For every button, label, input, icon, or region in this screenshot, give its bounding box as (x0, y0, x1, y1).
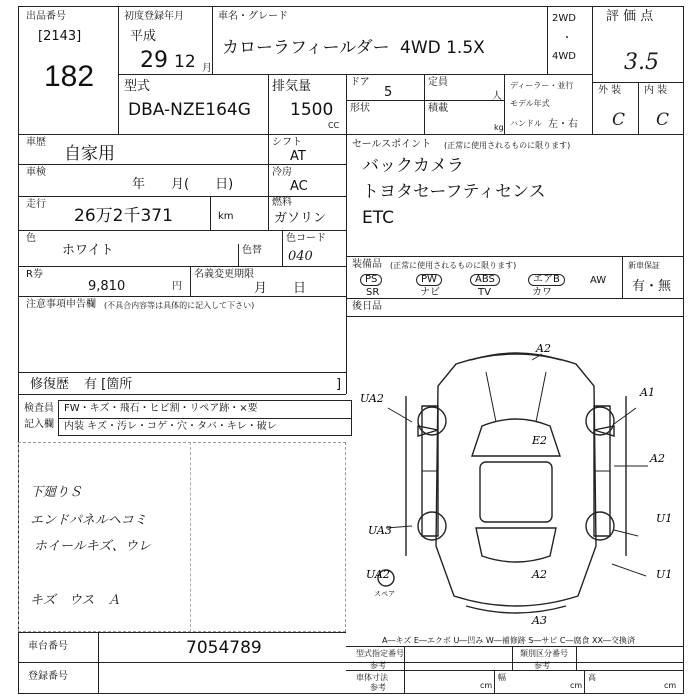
new-warranty-value: 有・無 (632, 279, 672, 294)
divider (212, 6, 213, 74)
divider (18, 230, 346, 231)
chassis-label: 車台番号 (28, 641, 68, 652)
divider (118, 74, 592, 75)
divider (18, 266, 346, 267)
divider (18, 164, 346, 165)
divider (18, 372, 346, 373)
shift: AT (290, 149, 306, 164)
height-label: 高 (588, 673, 596, 682)
inspect-label: 車検 (26, 167, 46, 178)
dealer-label: ディーラー・並行 (510, 81, 574, 90)
equipment-label: 装備品 (352, 259, 382, 270)
color: ホワイト (62, 243, 114, 258)
back-label: 後日品 (352, 301, 382, 312)
divider (238, 244, 239, 266)
equip-aw: AW (590, 275, 607, 286)
inspect-text: 年 月( 日) (132, 177, 234, 192)
displacement: 1500 (290, 100, 334, 120)
handle-value: 左・右 (548, 119, 578, 130)
rear-bumper (466, 606, 566, 613)
sales-item: トヨタセーフティセンス (362, 182, 546, 202)
divider (504, 74, 505, 134)
repair-value: 有 [箇所 (84, 377, 133, 392)
divider (268, 134, 269, 230)
color-label: 色 (26, 233, 36, 244)
type-number-sub: 参考 (370, 661, 386, 670)
class-number-label: 類別区分番号 (520, 649, 568, 658)
spare-label: スペア (374, 590, 395, 598)
disp-label: 排気量 (272, 79, 312, 94)
divider (18, 196, 346, 197)
car-outline (436, 354, 596, 606)
body-size-sub: 参考 (370, 683, 386, 692)
shift-label: シフト (272, 137, 302, 148)
fuel-label: 燃料 (272, 197, 292, 208)
divider (346, 256, 684, 257)
divider (346, 74, 347, 134)
divider (18, 394, 346, 395)
note-line: 下廻りＳ (30, 485, 83, 500)
report-label: 注意事項申告欄 (26, 299, 96, 310)
color-code-label: 色コード (286, 233, 326, 244)
lot-code: [2143] (38, 29, 82, 44)
sales-label: セールスポイント (352, 139, 432, 150)
divider (210, 196, 211, 230)
divider (98, 632, 99, 694)
color-change-label: 色替 (242, 245, 262, 256)
equip-abs: ABS (470, 274, 500, 286)
sales-item: バックカメラ (362, 156, 464, 176)
divider (190, 442, 191, 632)
class-number-sub: 参考 (534, 661, 550, 670)
inspector-label: 記入欄 (24, 419, 54, 430)
damage-legend: A―キズ E―エクボ U―凹み W―補修跡 S―サビ C―腐食 XX―交換済 (382, 636, 636, 645)
equip-pw: PW (416, 274, 442, 286)
divider (622, 256, 623, 298)
drive-2wd: 2WD (552, 13, 576, 24)
shape-label: 形状 (350, 103, 370, 114)
door-label: ドア (350, 77, 370, 88)
divider (494, 670, 495, 694)
sales-item: ETC (362, 208, 394, 228)
damage-mark: U1 (656, 512, 673, 525)
cap-label: 定員 (428, 77, 448, 88)
damage-mark: UA2 (366, 568, 390, 581)
repair-label: 修復歴 (30, 377, 70, 392)
divider (18, 632, 346, 633)
reg-year: 29 (140, 48, 168, 73)
divider (190, 266, 191, 296)
damage-mark: A3 (532, 614, 547, 627)
inspector-row-1: FW・キズ・飛石・ヒビ割・リペア跡・×要 (64, 403, 258, 414)
equip-ps: PS (360, 274, 382, 286)
divider (638, 82, 639, 134)
mileage: 26万2千371 (74, 206, 173, 226)
reg-month-unit: 月 (202, 63, 212, 74)
divider (18, 134, 684, 135)
width-unit: cm (570, 681, 583, 690)
history-label: 車歴 (26, 137, 46, 148)
note-line: ホイールキズ、ウレ (34, 539, 151, 554)
damage-mark: U1 (656, 568, 673, 581)
divider (58, 418, 352, 419)
body-size-label: 車体寸法 (356, 673, 388, 682)
disp-unit: CC (328, 121, 340, 130)
divider (268, 74, 269, 134)
inspector-row-2: 内装 キズ・汚レ・コゲ・穴・タバ・キレ・破レ (64, 421, 277, 432)
equip-tv: TV (478, 287, 491, 298)
hood-line (486, 372, 546, 422)
mark-pointer (386, 354, 648, 576)
equip-sr: SR (366, 287, 380, 298)
history: 自家用 (64, 144, 115, 164)
side-outline (406, 396, 626, 556)
divider (18, 662, 684, 663)
int-label: 内 装 (644, 85, 668, 96)
divider (346, 670, 684, 671)
height-unit: cm (664, 681, 677, 690)
note-line: キズ ウス Ａ (30, 593, 121, 608)
handle-label: ハンドル (510, 119, 542, 128)
doors: 5 (384, 85, 393, 100)
damage-mark: A2 (532, 568, 547, 581)
lot-number: 182 (44, 60, 95, 93)
model-label: 型式 (124, 79, 151, 94)
score-label: 評 価 点 (606, 9, 654, 24)
model: DBA-NZE164G (128, 100, 251, 120)
repair-close: ] (336, 377, 342, 392)
ext-label: 外 装 (598, 85, 622, 96)
equip-leather: カワ (532, 287, 552, 298)
divider (512, 646, 513, 670)
divider (424, 74, 425, 134)
mileage-label: 走行 (26, 199, 46, 210)
divider (576, 646, 577, 670)
reg-label: 初度登録年月 (124, 11, 184, 22)
reg-number-label: 登録番号 (28, 671, 68, 682)
era: 平成 (130, 29, 157, 44)
divider (346, 298, 684, 299)
score: 3.5 (624, 50, 659, 75)
report-note: (不具合内容等は具体的に記入して下さい) (104, 301, 255, 310)
damage-mark: UA3 (368, 524, 392, 537)
divider (584, 670, 585, 694)
lot-label: 出品番号 (26, 11, 66, 22)
tax-label: R券 (26, 269, 43, 280)
color-code: 040 (288, 249, 313, 264)
name-change-text: 月 日 (254, 281, 307, 296)
damage-mark: UA2 (360, 392, 384, 405)
width-label: 幅 (498, 673, 506, 682)
damage-mark: A2 (536, 342, 551, 355)
inspector-label: 検査員 (24, 403, 54, 414)
name-change-label: 名義変更期限 (194, 269, 254, 280)
drive-dot: ・ (562, 33, 572, 44)
equipment-note: (正常に使用されるものに限ります) (390, 261, 517, 270)
equip-navi: ナビ (420, 287, 440, 298)
name-label: 車名・グレード (218, 11, 288, 22)
new-warranty-label: 新車保証 (628, 261, 660, 270)
rear-window (476, 528, 556, 562)
divider (346, 100, 504, 101)
divider (547, 6, 548, 74)
damage-mark: A2 (650, 452, 665, 465)
fuel: ガソリン (274, 211, 327, 226)
drive-4wd: 4WD (552, 51, 576, 62)
divider (592, 6, 593, 134)
ext-grade: C (612, 110, 626, 130)
divider (282, 230, 283, 266)
roof (480, 462, 552, 522)
note-line: エンドパネルヘコミ (30, 513, 147, 528)
int-grade: C (656, 110, 670, 130)
cap-unit: 人 (492, 91, 502, 102)
grade: 4WD 1.5X (400, 38, 485, 58)
damage-mark: E2 (532, 434, 548, 447)
reg-month: 12 (174, 52, 196, 72)
sales-note: (正常に使用されるものに限ります) (444, 141, 571, 150)
ac: AC (290, 179, 308, 194)
tax-unit: 円 (172, 281, 182, 292)
type-number-label: 型式指定番号 (356, 649, 404, 658)
length-unit: cm (480, 681, 493, 690)
chassis: 7054789 (186, 638, 262, 658)
car-diagram (346, 316, 684, 632)
equip-airbag: エアB (528, 274, 565, 286)
load-label: 積載 (428, 103, 448, 114)
divider (346, 646, 684, 647)
divider (118, 6, 119, 134)
damage-mark: A1 (640, 386, 655, 399)
divider (18, 296, 346, 297)
mileage-unit: km (218, 211, 234, 222)
model-year-label: モデル年式 (510, 99, 550, 108)
tax: 9,810 (88, 279, 126, 294)
car-name: カローラフィールダー (222, 38, 390, 58)
load-unit: kg (494, 123, 504, 132)
ac-label: 冷房 (272, 167, 292, 178)
